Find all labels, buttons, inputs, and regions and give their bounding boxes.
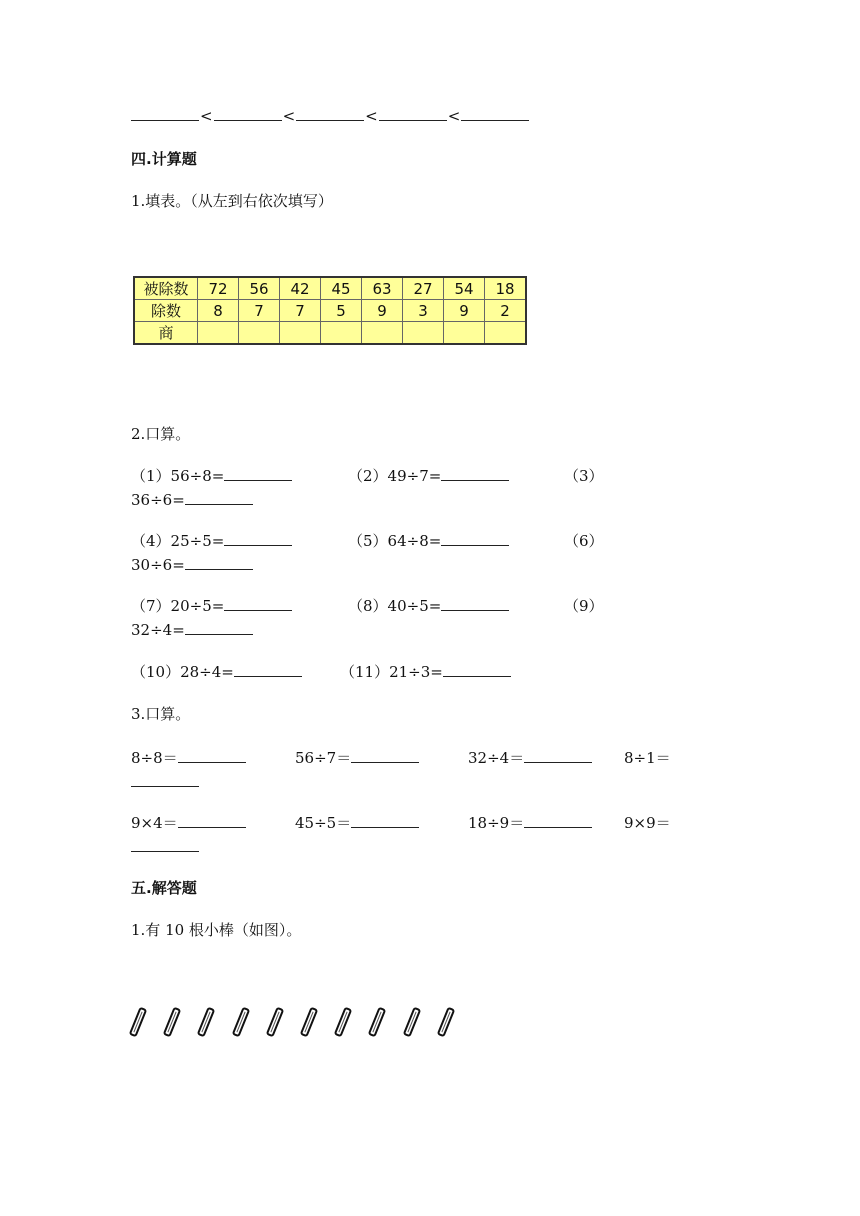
q2-item-2 [348,466,509,486]
stick-icon [402,1006,422,1038]
q2-item-6 [564,531,604,551]
q3-item-4-cont [131,772,199,792]
answer-blank[interactable] [185,555,253,570]
table-cell: 7 [280,300,321,322]
item-label: （7）20÷5= [131,597,225,615]
answer-cell[interactable] [198,322,239,345]
order-row [131,106,529,126]
stick-icon [231,1006,251,1038]
section-4-title: 四.计算题 [131,150,197,168]
table-cell: 18 [485,277,527,300]
table-row-dividend [134,277,526,300]
s5-q1-prompt: 1.有 10 根小棒（如图）。 [131,921,302,939]
q3-item-7 [468,813,592,833]
answer-blank[interactable] [185,620,253,635]
item-label: （4）25÷5= [131,532,225,550]
answer-blank[interactable] [178,748,246,763]
item-label: （1）56÷8= [131,467,225,485]
table-cell: 27 [403,277,444,300]
less-than-sign: < [447,107,461,125]
order-blank-5[interactable] [461,106,529,121]
item-label: 36÷6= [131,491,185,509]
answer-cell[interactable] [239,322,280,345]
division-table [133,276,527,345]
stick-icon [333,1006,353,1038]
answer-blank[interactable] [178,813,246,828]
answer-cell[interactable] [485,322,527,345]
order-blank-1[interactable] [131,106,199,121]
item-label: （10）28÷4= [131,663,234,681]
table-cell: 9 [444,300,485,322]
item-label: 8÷1＝ [624,749,671,767]
table-cell: 5 [321,300,362,322]
q3-item-1 [131,748,246,768]
table-cell: 72 [198,277,239,300]
answer-cell[interactable] [403,322,444,345]
q2-item-3 [564,466,604,486]
q3-item-4 [624,748,671,768]
order-blank-4[interactable] [379,106,447,121]
stick-icon [265,1006,285,1038]
row-label: 商 [134,322,198,345]
stick-icon [196,1006,216,1038]
answer-blank[interactable] [441,531,509,546]
q2-item-1 [131,466,292,486]
item-label: 56÷7＝ [295,749,352,767]
table-row-divisor [134,300,526,322]
item-label: 18÷9＝ [468,814,525,832]
answer-blank[interactable] [524,748,592,763]
q3-item-8 [624,813,671,833]
answer-blank[interactable] [441,466,509,481]
stick-icon [299,1006,319,1038]
item-label: （3） [564,467,604,485]
item-label: （2）49÷7= [348,467,442,485]
order-blank-3[interactable] [296,106,364,121]
item-label: （8）40÷5= [348,597,442,615]
q2-item-11 [340,662,511,682]
q1-prompt: 1.填表。（从左到右依次填写） [131,192,333,210]
q2-prompt: 2.口算。 [131,425,191,443]
stick-icon [162,1006,182,1038]
item-label: 32÷4= [131,621,185,639]
answer-cell[interactable] [362,322,403,345]
answer-blank[interactable] [443,662,511,677]
table-cell: 45 [321,277,362,300]
order-blank-2[interactable] [214,106,282,121]
row-label: 被除数 [134,277,198,300]
table-cell: 7 [239,300,280,322]
answer-blank[interactable] [224,596,292,611]
answer-cell[interactable] [321,322,362,345]
table-cell: 8 [198,300,239,322]
answer-blank[interactable] [131,837,199,852]
item-label: （11）21÷3= [340,663,443,681]
q2-item-6-cont [131,555,253,575]
item-label: 8÷8＝ [131,749,178,767]
answer-blank[interactable] [524,813,592,828]
q2-item-5 [348,531,509,551]
section-5-title: 五.解答题 [131,879,197,897]
q3-item-2 [295,748,419,768]
less-than-sign: < [365,107,378,125]
table-cell: 56 [239,277,280,300]
answer-blank[interactable] [224,531,292,546]
answer-blank[interactable] [351,748,419,763]
table-cell: 2 [485,300,527,322]
q2-item-4 [131,531,292,551]
q3-item-8-cont [131,837,199,857]
item-label: （9） [564,597,604,615]
answer-blank[interactable] [185,490,253,505]
item-label: （5）64÷8= [348,532,442,550]
q2-item-9 [564,596,604,616]
answer-blank[interactable] [441,596,509,611]
q2-item-8 [348,596,509,616]
answer-blank[interactable] [234,662,302,677]
table-cell: 42 [280,277,321,300]
item-label: （6） [564,532,604,550]
row-label: 除数 [134,300,198,322]
q3-item-6 [295,813,419,833]
less-than-sign: < [282,107,296,125]
table-cell: 9 [362,300,403,322]
item-label: 45÷5＝ [295,814,352,832]
q3-prompt: 3.口算。 [131,705,191,723]
q2-item-9-cont [131,620,253,640]
stick-icon [128,1006,148,1038]
q3-item-3 [468,748,592,768]
item-label: 9×9＝ [624,814,671,832]
item-label: 9×4＝ [131,814,178,832]
answer-blank[interactable] [131,772,199,787]
item-label: 30÷6= [131,556,185,574]
table-cell: 63 [362,277,403,300]
less-than-sign: < [200,107,213,125]
stick-icon [436,1006,456,1038]
answer-blank[interactable] [351,813,419,828]
table-cell: 54 [444,277,485,300]
item-label: 32÷4＝ [468,749,525,767]
q3-item-5 [131,813,246,833]
q2-item-3-cont [131,490,253,510]
answer-cell[interactable] [444,322,485,345]
answer-blank[interactable] [224,466,292,481]
answer-cell[interactable] [280,322,321,345]
table-cell: 3 [403,300,444,322]
q2-item-7 [131,596,292,616]
q2-item-10 [131,662,302,682]
table-row-quotient [134,322,526,345]
stick-icon [367,1006,387,1038]
